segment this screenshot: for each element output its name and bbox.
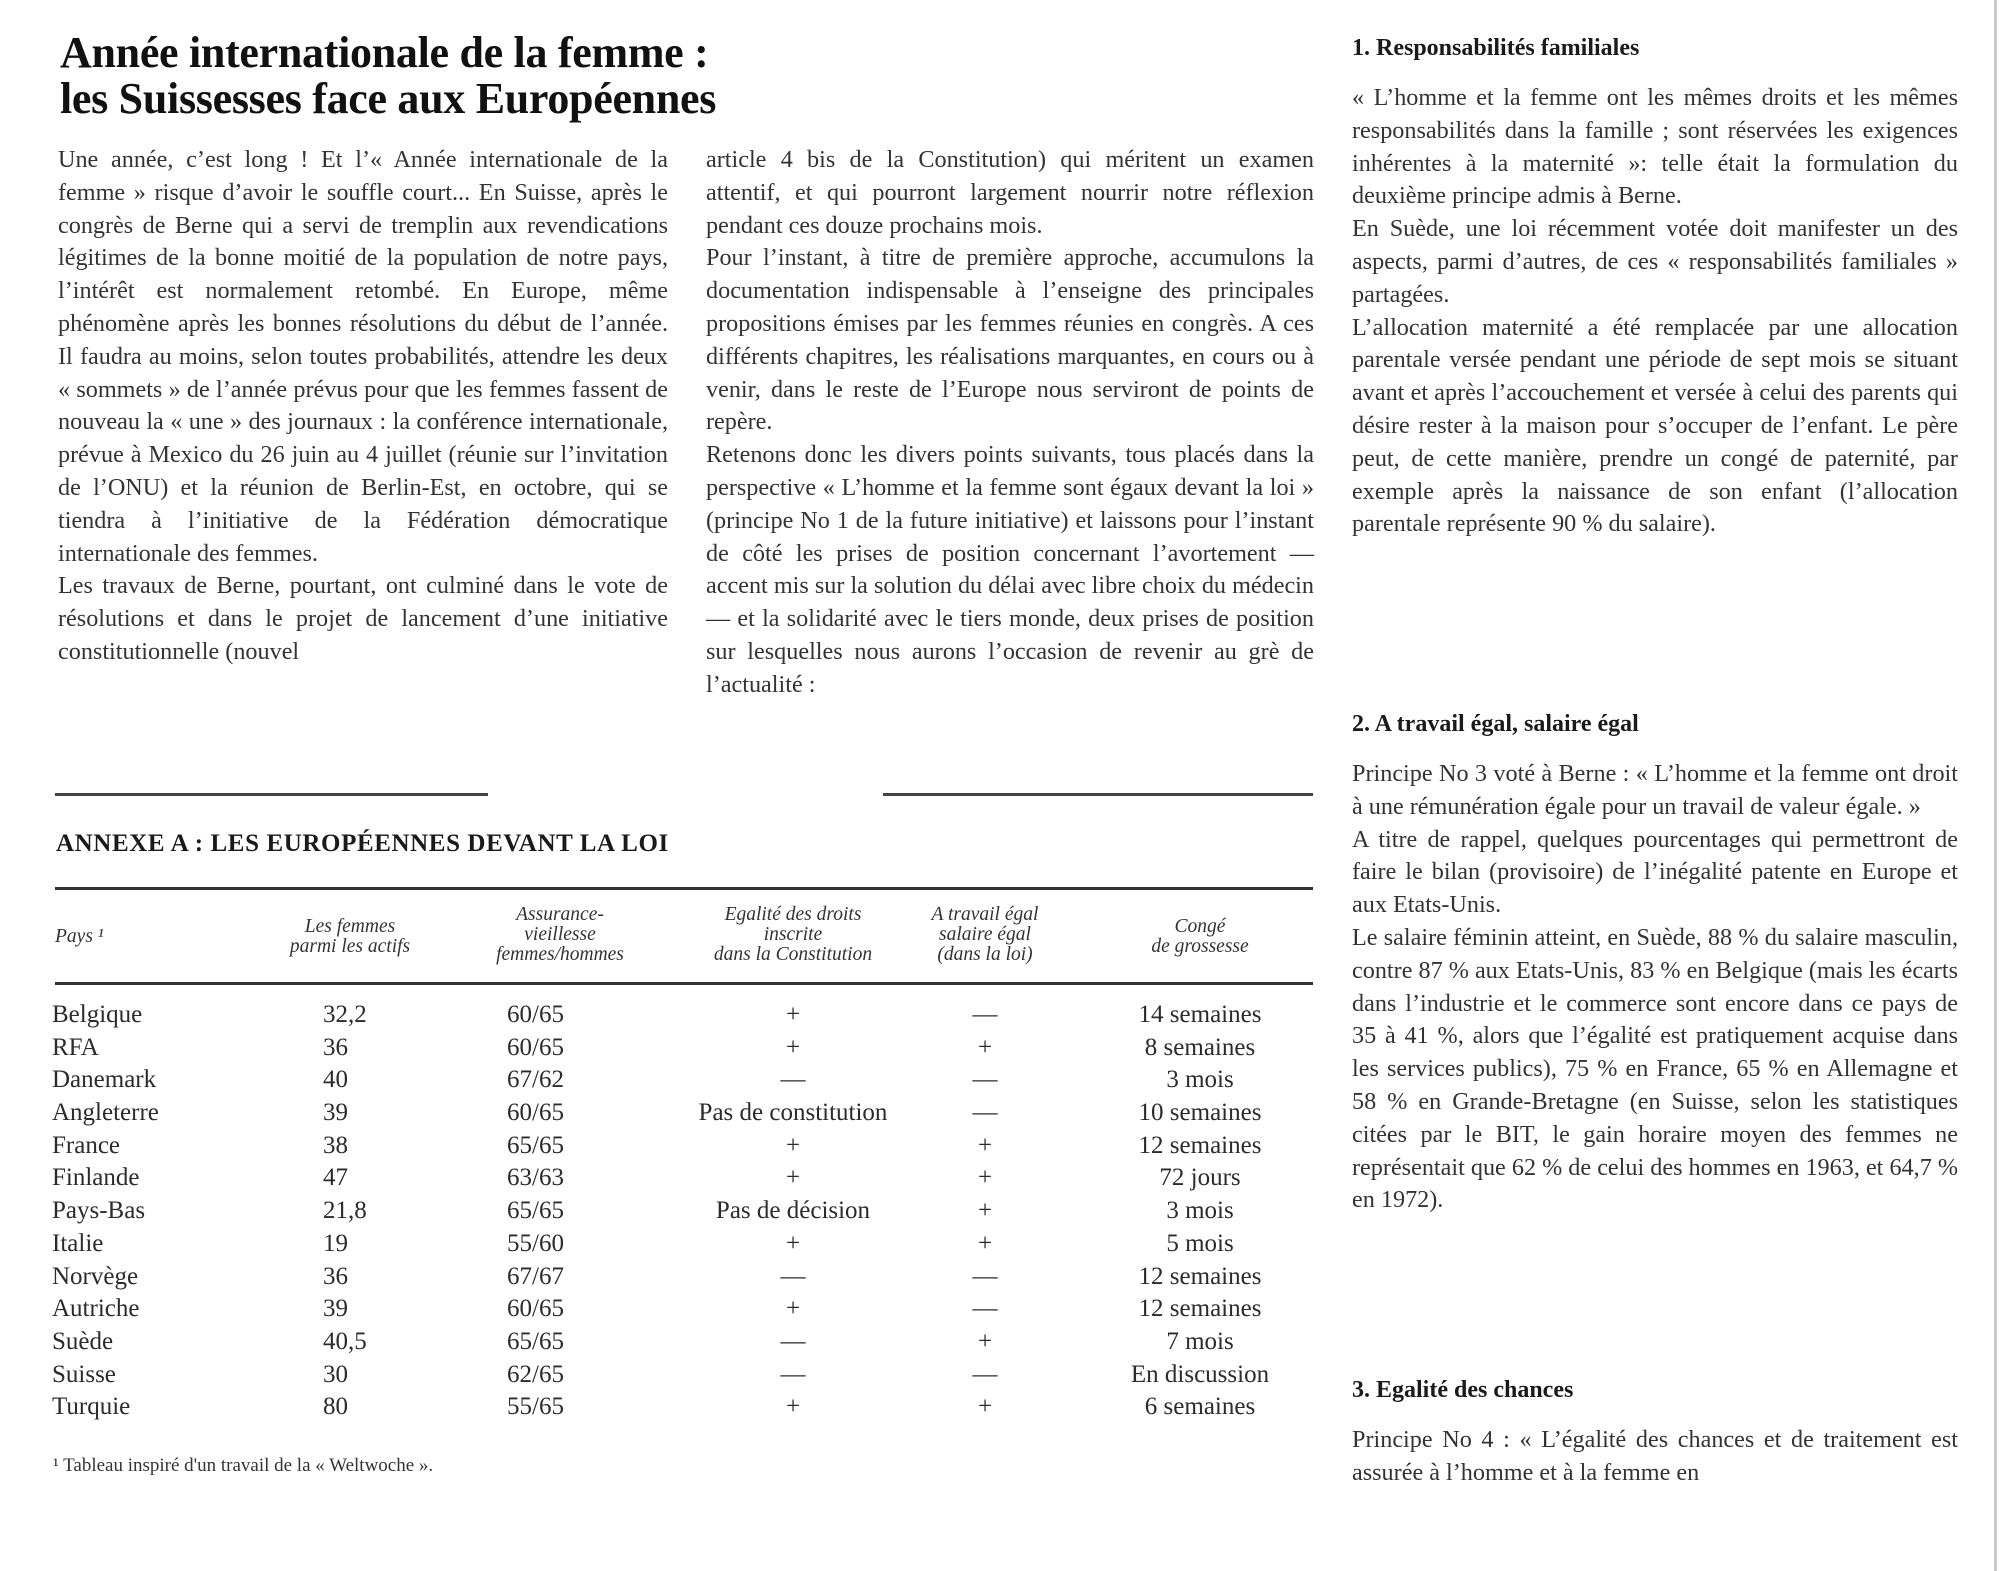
cell-actifs: 30 bbox=[323, 1360, 348, 1388]
cell-conge: 3 mois bbox=[1166, 1197, 1234, 1225]
cell-conge: 7 mois bbox=[1166, 1327, 1234, 1355]
cell-assurance: 63/63 bbox=[507, 1164, 564, 1192]
cell-constitution: — bbox=[780, 1066, 806, 1094]
cell-assurance: 65/65 bbox=[507, 1131, 564, 1159]
cell-assurance: 55/60 bbox=[507, 1229, 564, 1257]
cell-constitution: Pas de constitution bbox=[698, 1099, 888, 1127]
cell-pays: France bbox=[52, 1131, 121, 1159]
table-row bbox=[52, 1261, 1313, 1294]
divider bbox=[55, 793, 488, 796]
cell-actifs: 32,2 bbox=[323, 1001, 367, 1028]
section-responsabilites bbox=[1352, 30, 1958, 541]
cell-conge: 10 semaines bbox=[1138, 1099, 1262, 1127]
header-line: salaire égal bbox=[939, 924, 1031, 945]
header-line: Congé bbox=[1174, 916, 1226, 937]
annex-table bbox=[52, 887, 1313, 1424]
cell-assurance: 62/65 bbox=[507, 1360, 564, 1388]
cell-constitution: + bbox=[785, 1001, 801, 1028]
header-line: A travail égal bbox=[931, 904, 1039, 925]
table-row bbox=[52, 1293, 1313, 1326]
header-line: femmes/hommes bbox=[496, 944, 624, 965]
cell-actifs: 36 bbox=[323, 1262, 348, 1290]
cell-constitution: + bbox=[785, 1131, 801, 1159]
paragraph: A titre de rappel, quelques pourcentages qui permettront de faire le bilan (provisoire) de l’inégalité patente en Europe et aux Etats-Unis. bbox=[1352, 825, 1958, 919]
cell-assurance: 65/65 bbox=[507, 1197, 564, 1225]
paragraph: Les travaux de Berne, pourtant, ont culminé dans le vote de résolutions et dans le projet de lancement d’une initiative constitutionnelle (nouvel bbox=[58, 572, 668, 665]
cell-salaire: + bbox=[977, 1229, 993, 1257]
header-line: de grossesse bbox=[1151, 936, 1249, 957]
section-travail-egal bbox=[1352, 706, 1958, 1217]
cell-pays: Norvège bbox=[52, 1262, 139, 1290]
cell-pays: Pays-Bas bbox=[52, 1197, 146, 1225]
paragraph: Le salaire féminin atteint, en Suède, 88 % du salaire masculin, contre 87 % aux Etats-Unis, 83 % en Belgique (mais les écarts dans l’industrie et le commerce sont encore dans ce pays de 35 à 41 %, alors que l’égalité est pratiquement acquise dans les services publics), 75 % en France, 65 % en Allemagne et 58 % en Grande-Bretagne (en Suisse, selon les statistiques citées par le BIT, le gain horaire moyen des femmes ne représentait que 62 % de celui des hommes en 1963, et 64,7 % en 1972). bbox=[1352, 923, 1958, 1214]
article-title bbox=[60, 30, 960, 122]
table-footnote: ¹ Tableau inspiré d'un travail de la « Weltwoche ». bbox=[53, 1455, 434, 1476]
cell-conge: 5 mois bbox=[1166, 1229, 1234, 1257]
header-line: Egalité des droits bbox=[724, 904, 862, 925]
cell-salaire: — bbox=[972, 1066, 998, 1094]
cell-constitution: + bbox=[785, 1164, 801, 1192]
cell-conge: 8 semaines bbox=[1144, 1033, 1256, 1061]
table-row bbox=[52, 1162, 1313, 1195]
divider bbox=[883, 793, 1313, 796]
paragraph: article 4 bis de la Constitution) qui méritent un examen attentif, et qui pourront largement nourrir notre réflexion pendant ces douze prochains mois. bbox=[706, 146, 1314, 239]
cell-salaire: — bbox=[972, 1262, 998, 1290]
header-pays bbox=[55, 927, 104, 947]
table-header bbox=[55, 890, 1313, 982]
paragraph: Retenons donc les divers points suivants, tous placés dans la perspective « L’homme et la femme sont égaux devant la loi » (principe No 1 de la future initiative) et laissons pour l’instant de côté les prises de position concernant l’avortement — accent mis sur la solution du délai avec libre choix du médecin — et la solidarité avec le tiers monde, deux prises de position sur lesquelles nous aurons l’occasion de revenir au grè de l’actualité : bbox=[706, 441, 1314, 698]
table-row bbox=[52, 1359, 1313, 1392]
table-row bbox=[52, 1032, 1313, 1065]
cell-constitution: + bbox=[785, 1393, 801, 1421]
cell-actifs: 40 bbox=[323, 1066, 348, 1094]
header-line: inscrite bbox=[763, 924, 823, 945]
cell-actifs: 39 bbox=[323, 1295, 348, 1323]
article-column-2 bbox=[706, 144, 1314, 702]
table-row bbox=[52, 1228, 1313, 1261]
cell-salaire: — bbox=[972, 1099, 998, 1127]
header-line: Pays ¹ bbox=[55, 926, 104, 947]
cell-actifs: 40,5 bbox=[323, 1327, 367, 1355]
table-row bbox=[52, 1064, 1313, 1097]
cell-constitution: — bbox=[780, 1327, 806, 1355]
cell-salaire: + bbox=[977, 1197, 993, 1225]
cell-assurance: 60/65 bbox=[507, 1099, 564, 1127]
cell-assurance: 67/62 bbox=[507, 1066, 564, 1094]
cell-salaire: — bbox=[972, 1295, 998, 1323]
table-row bbox=[52, 1326, 1313, 1359]
header-line: dans la Constitution bbox=[713, 944, 873, 965]
cell-actifs: 38 bbox=[323, 1131, 348, 1159]
cell-constitution: + bbox=[785, 1229, 801, 1257]
cell-pays: Italie bbox=[52, 1229, 104, 1257]
cell-constitution: Pas de décision bbox=[715, 1197, 871, 1225]
paragraph: En Suède, une loi récemment votée doit manifester un des aspects, parmi d’autres, de ces « responsabilités familiales » partagées. bbox=[1352, 215, 1958, 308]
header-line: Les femmes bbox=[304, 916, 396, 937]
cell-pays: Angleterre bbox=[52, 1099, 159, 1127]
cell-pays: Turquie bbox=[52, 1393, 131, 1421]
cell-assurance: 67/67 bbox=[507, 1262, 564, 1290]
cell-salaire: + bbox=[977, 1164, 993, 1192]
cell-conge: 14 semaines bbox=[1138, 1001, 1262, 1028]
cell-actifs: 19 bbox=[323, 1229, 348, 1257]
table-row bbox=[52, 1130, 1313, 1163]
header-line: parmi les actifs bbox=[289, 936, 411, 957]
header-travail-egal bbox=[905, 905, 1065, 965]
cell-salaire: + bbox=[977, 1393, 993, 1421]
cell-pays: RFA bbox=[52, 1033, 99, 1061]
section-heading: 1. Responsabilités familiales bbox=[1352, 35, 1640, 61]
cell-assurance: 60/65 bbox=[507, 1295, 564, 1323]
header-assurance bbox=[455, 905, 665, 965]
cell-salaire: — bbox=[972, 1001, 998, 1028]
paragraph: « L’homme et la femme ont les mêmes droits et les mêmes responsabilités dans la famille ; sont réservées les exigences inhérentes à la maternité »: telle était la formulation du deuxième principe admis à Berne. bbox=[1352, 84, 1958, 210]
cell-pays: Finlande bbox=[52, 1164, 140, 1192]
cell-constitution: — bbox=[780, 1262, 806, 1290]
cell-conge: 72 jours bbox=[1159, 1164, 1241, 1192]
cell-actifs: 39 bbox=[323, 1099, 348, 1127]
header-femmes-actifs bbox=[235, 917, 465, 957]
table-body bbox=[52, 999, 1313, 1424]
cell-conge: 6 semaines bbox=[1144, 1393, 1256, 1421]
paragraph: Pour l’instant, à titre de première approche, accumulons la documentation indispensable à l’enseigne des principales propositions émises par les femmes réunies en congrès. A ces différents chapitres, les réalisations marquantes, en cours ou à venir, dans le reste de l’Europe nous serviront de points de repère. bbox=[706, 244, 1314, 436]
table-row bbox=[52, 1195, 1313, 1228]
cell-conge: 12 semaines bbox=[1138, 1295, 1262, 1323]
cell-pays: Suède bbox=[52, 1327, 114, 1355]
section-heading: 2. A travail égal, salaire égal bbox=[1352, 711, 1639, 737]
cell-actifs: 21,8 bbox=[323, 1197, 367, 1225]
paragraph: Principe No 4 : « L’égalité des chances et de traitement est assurée à l’homme et à la femme en bbox=[1352, 1426, 1958, 1486]
cell-constitution: — bbox=[780, 1360, 806, 1388]
header-line: (dans la loi) bbox=[937, 944, 1033, 965]
cell-pays: Suisse bbox=[52, 1360, 116, 1388]
cell-actifs: 80 bbox=[323, 1393, 348, 1421]
cell-pays: Danemark bbox=[52, 1066, 157, 1094]
cell-conge: En discussion bbox=[1130, 1360, 1270, 1388]
cell-actifs: 47 bbox=[323, 1164, 348, 1192]
cell-salaire: + bbox=[977, 1131, 993, 1159]
cell-conge: 3 mois bbox=[1166, 1066, 1234, 1094]
cell-assurance: 55/65 bbox=[507, 1393, 564, 1421]
paragraph: Principe No 3 voté à Berne : « L’homme et la femme ont droit à une rémunération égale pour un travail de valeur égale. » bbox=[1352, 760, 1958, 820]
cell-assurance: 60/65 bbox=[507, 1033, 564, 1061]
cell-pays: Belgique bbox=[52, 1001, 143, 1028]
section-heading: 3. Egalité des chances bbox=[1352, 1377, 1574, 1403]
cell-constitution: + bbox=[785, 1033, 801, 1061]
table-row bbox=[52, 1097, 1313, 1130]
title-line-1: Année internationale de la femme : bbox=[60, 28, 709, 77]
table-header-rule bbox=[55, 982, 1313, 985]
annex-title: ANNEXE A : LES EUROPÉENNES DEVANT LA LOI bbox=[56, 830, 669, 857]
cell-salaire: — bbox=[972, 1360, 998, 1388]
cell-assurance: 60/65 bbox=[507, 1001, 564, 1028]
cell-salaire: + bbox=[977, 1033, 993, 1061]
paragraph: Une année, c’est long ! Et l’« Année internationale de la femme » risque d’avoir le souffle court... En Suisse, après le congrès de Berne qui a servi de tremplin aux revendications légitimes de la bonne moitié de la population de notre pays, l’intérêt est normalement retombé. En Europe, même phénomène après les bonnes résolutions du début de l’année. Il faudra au moins, selon toutes probabilités, attendre les deux « sommets » de l’année prévus pour que les femmes fassent de nouveau la « une » des journaux : la conférence internationale, prévue à Mexico du 26 juin au 4 juillet (réunie sur l’invitation de l’ONU) et la réunion de Berlin-Est, en octobre, qui se tiendra à l’initiative de la Fédération démocratique internationale des femmes. bbox=[58, 146, 668, 567]
cell-assurance: 65/65 bbox=[507, 1327, 564, 1355]
article-column-1 bbox=[58, 144, 668, 669]
title-line-2: les Suissesses face aux Européennes bbox=[60, 74, 717, 123]
page-edge bbox=[1994, 0, 1997, 1571]
header-line: Assurance- bbox=[516, 904, 604, 925]
cell-constitution: + bbox=[785, 1295, 801, 1323]
cell-actifs: 36 bbox=[323, 1033, 348, 1061]
table-row bbox=[52, 999, 1313, 1032]
header-conge bbox=[1115, 917, 1285, 957]
cell-conge: 12 semaines bbox=[1138, 1262, 1262, 1290]
section-egalite-chances bbox=[1352, 1372, 1958, 1490]
table-row bbox=[52, 1391, 1313, 1424]
cell-salaire: + bbox=[977, 1327, 993, 1355]
header-line: vieillesse bbox=[524, 924, 596, 945]
cell-conge: 12 semaines bbox=[1138, 1131, 1262, 1159]
paragraph: L’allocation maternité a été remplacée par une allocation parentale versée pendant une période de sept mois se situant avant et après l’accouchement et versée à celui des parents qui désire rester à la maison pour s’occuper de l’enfant. Le père peut, de cette manière, prendre un congé de paternité, par exemple après la naissance de son enfant (l’allocation parentale représente 90 % du salaire). bbox=[1352, 313, 1958, 538]
header-egalite-droits bbox=[655, 905, 931, 965]
cell-pays: Autriche bbox=[52, 1295, 140, 1323]
